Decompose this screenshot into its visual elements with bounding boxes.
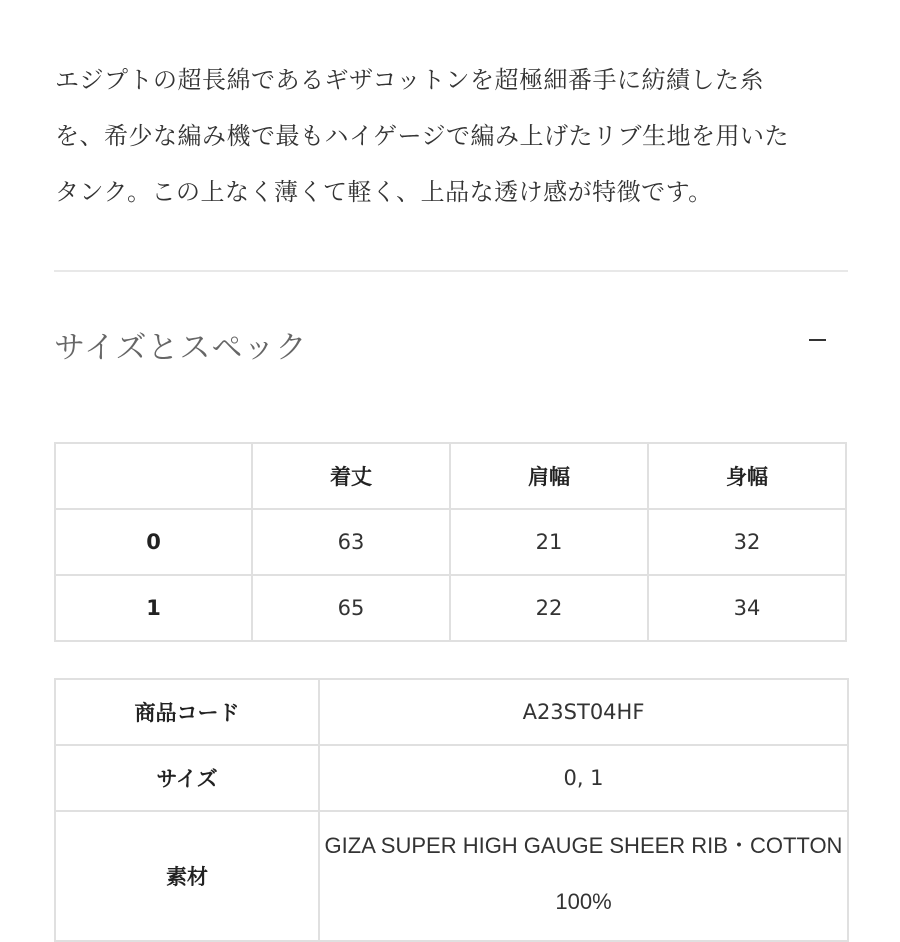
spec-value-cell: 0, 1 [319,745,848,811]
table-cell: 21 [450,509,648,575]
table-header-row [55,443,846,509]
size-label-cell: 1 [55,575,252,641]
table-header-cell: 肩幅 [450,443,648,509]
table-cell: 22 [450,575,648,641]
description-line: エジプトの超長綿であるギザコットンを超極細番手に紡績した糸 [55,66,765,94]
table-row [55,679,848,745]
minus-icon[interactable] [809,339,826,341]
table-row [55,745,848,811]
table-row [55,575,846,641]
section-divider [54,270,848,272]
table-header-cell [55,443,252,509]
table-header-cell: 身幅 [648,443,846,509]
spec-value-cell [319,811,848,941]
material-line: GIZA SUPER HIGH GAUGE SHEER RIB・COTTON [324,833,843,858]
table-cell: 63 [252,509,450,575]
table-cell: 65 [252,575,450,641]
size-table [54,442,847,642]
table-cell: 32 [648,509,846,575]
spec-label-cell: 素材 [55,811,319,941]
description-line: タンク。この上なく薄くて軽く、上品な透け感が特徴です。 [55,178,713,206]
size-label-cell: 0 [55,509,252,575]
section-title: サイズとスペック [54,330,308,366]
spec-label-cell: 商品コード [55,679,319,745]
spec-label-cell: サイズ [55,745,319,811]
material-line: 100% [555,889,612,914]
table-header-cell: 着丈 [252,443,450,509]
size-spec-accordion-header[interactable] [54,312,848,372]
table-row [55,811,848,941]
description-line: を、希少な編み機で最もハイゲージで編み上げたリブ生地を用いた [55,122,790,150]
table-row [55,509,846,575]
product-description [55,52,855,220]
spec-table [54,678,849,942]
spec-value-cell: A23ST04HF [319,679,848,745]
table-cell: 34 [648,575,846,641]
